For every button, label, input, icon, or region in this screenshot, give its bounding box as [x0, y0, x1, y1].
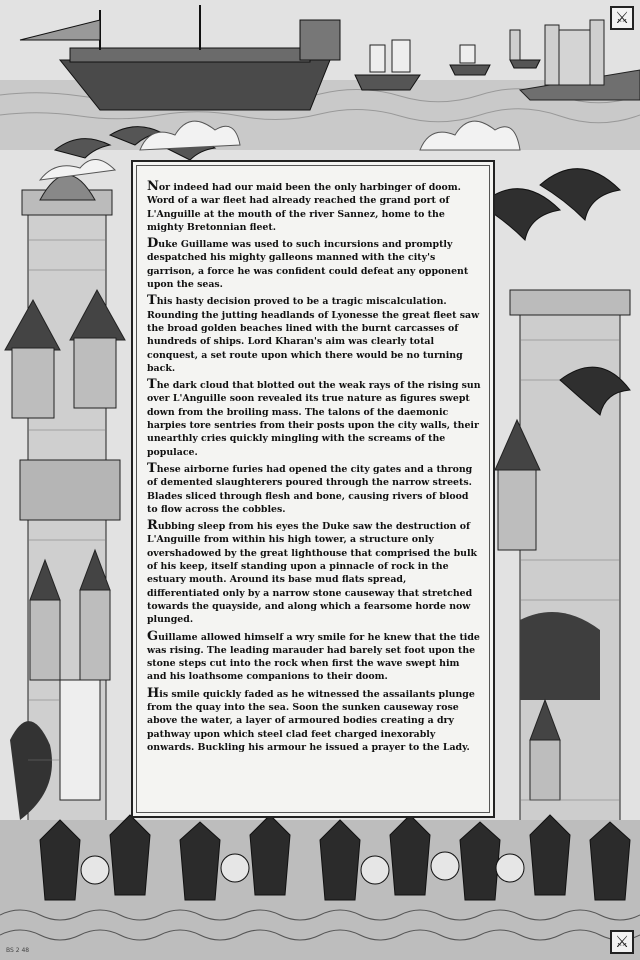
- crossed-swords-icon: [610, 6, 634, 30]
- page-reference: BS 2 48: [6, 947, 30, 954]
- crossed-swords-icon: [610, 930, 634, 954]
- marauder-horde: [40, 815, 630, 900]
- story-text-panel: [131, 160, 495, 818]
- crossed-swords-icon-glyph: ⚔: [614, 8, 630, 27]
- story-paragraph: This hasty decision proved to be a tragic miscalculation. Rounding the jutting headlands of Lyonesse the great fleet saw the broad golden beaches lined with the burnt carcasses of hundreds of ships. Lord Kharan's aim was clearly total conquest, a set route upon which there would be no turning back.: [147, 293, 480, 374]
- story-paragraph: Nor indeed had our maid been the only harbinger of doom. Word of a war fleet had already reached the grand port of L'Anguille at the mouth of the river Sannez, home to the mighty Bretonnian fleet.: [147, 179, 461, 233]
- story-paragraph: Guillame allowed himself a wry smile for he knew that the tide was rising. The leading marauder had barely set foot upon the stone steps cut into the rock when first the wave swept him and his loathsome companions to their doom.: [147, 628, 480, 683]
- story-paragraph: The dark cloud that blotted out the weak rays of the rising sun over L'Anguille soon revealed its true nature as figures swept down from the broiling mass. The talons of the daemonic harpies tore sentries from their posts upon the city walls, their unearthly cries quickly mingling with the screams of the populace.: [147, 377, 481, 458]
- crossed-swords-icon-glyph: ⚔: [614, 932, 630, 951]
- story-paragraph: Duke Guillame was used to such incursions and promptly despatched his mighty galleons manned with the city's garrison, a force he was confident could defeat any opponent upon the seas.: [147, 236, 469, 291]
- story-paragraph: His smile quickly faded as he witnessed the assailants plunge from the quay into the sea. Soon the sunken causeway rose above the water, a layer of armoured bodies creating a dry pathway upon which steel clad feet charged inexorably onwards. Buckling his armour he issued a prayer to the Lady.: [147, 685, 475, 753]
- story-paragraph: Rubbing sleep from his eyes the Duke saw the destruction of L'Anguille from within his high tower, a structure only overshadowed by the great lighthouse that comprised the bulk of his keep, itself standing upon a pinnacle of rock in the estuary mouth. Around its base mud flats spread, differentiated only by a narrow stone causeway that stretched towards the quayside, and along which a fearsome horde now plunged.: [147, 518, 478, 626]
- story-paragraph: These airborne furies had opened the city gates and a throng of demented slaughterers poured through the narrow streets. Blades sliced through flesh and bone, causing rivers of blood to flow across the cobbles.: [147, 460, 473, 515]
